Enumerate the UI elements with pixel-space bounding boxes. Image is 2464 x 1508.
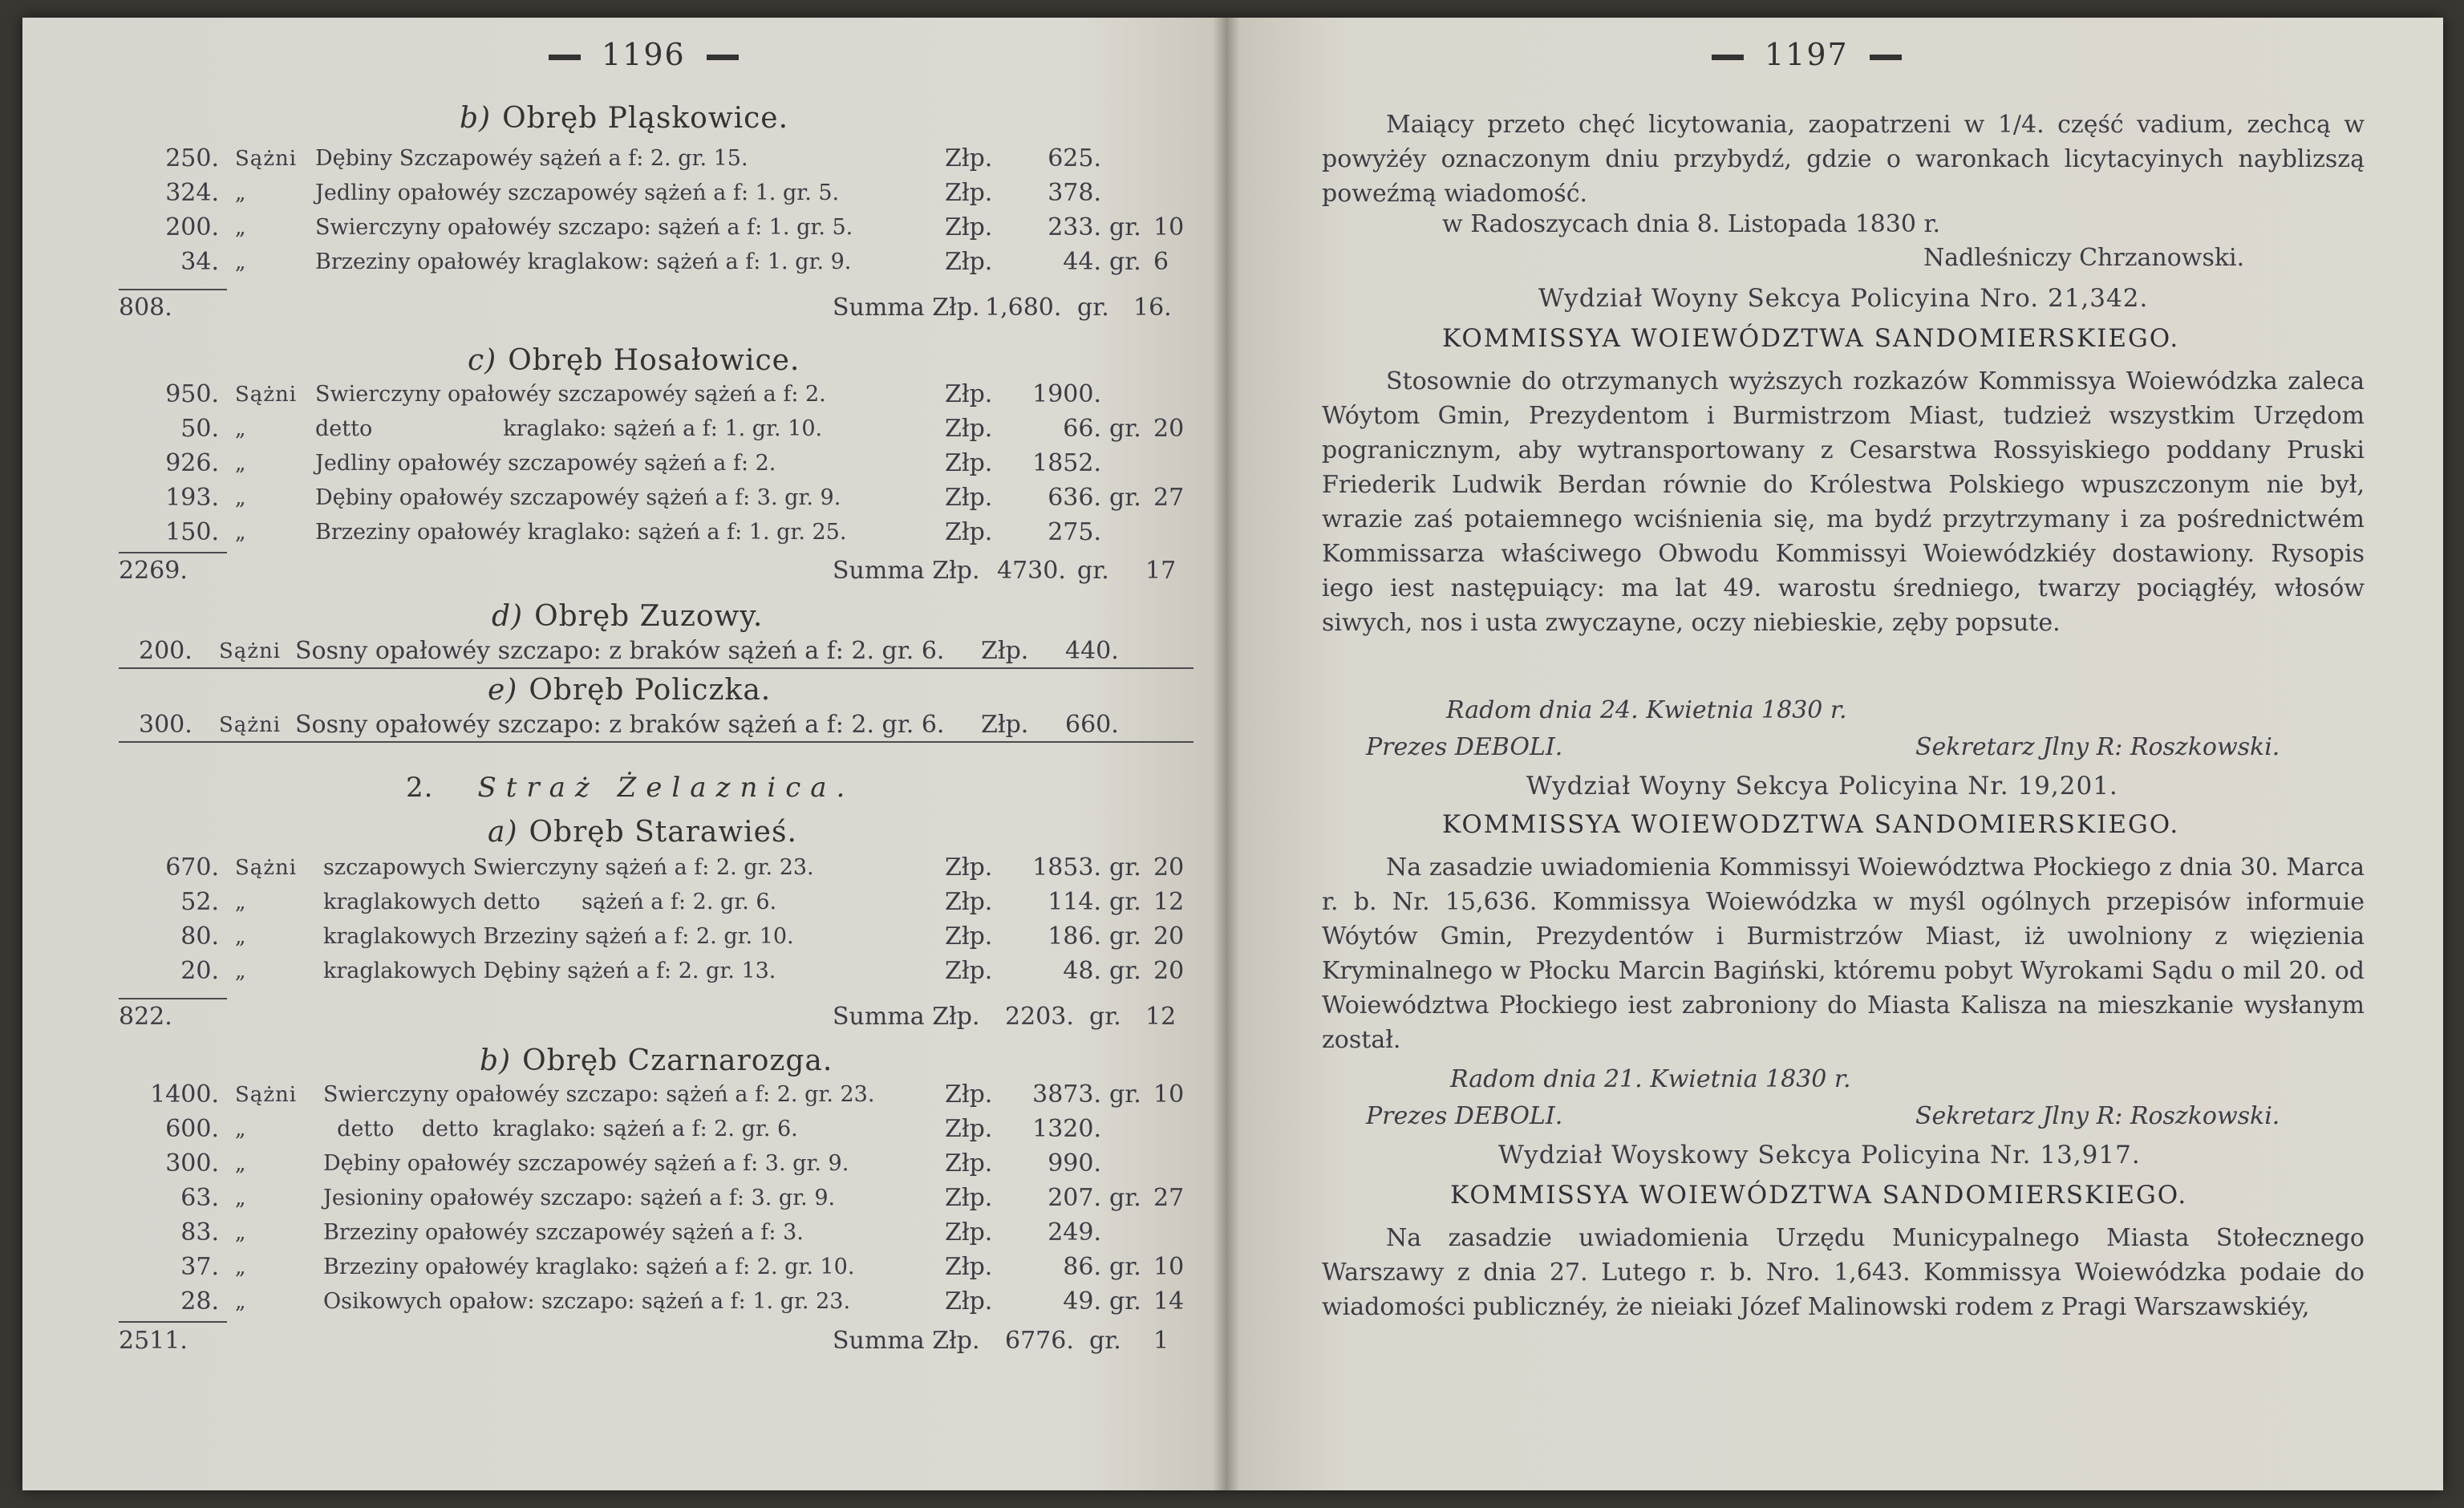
section-heading-d: d) Obręb Zuzowy.: [492, 600, 764, 633]
cell-amt: 625.: [1048, 144, 1101, 172]
sum-row-a2: 822. Summa Złp. 2203. gr. 12: [119, 1003, 1177, 1031]
cell-gr: gr.: [1109, 1287, 1141, 1315]
cell-grv: 10: [1153, 213, 1185, 241]
cell-gr: gr.: [1109, 248, 1141, 276]
cell-amt: 3873.: [1032, 1080, 1101, 1109]
cell-gr: gr.: [1109, 484, 1141, 512]
cell-desc: Swierczyny opałowéy szczapo: sążeń a f: 1. gr. 5.: [315, 215, 853, 240]
cell-unit: „: [235, 1255, 247, 1279]
cell-amt: 48.: [1063, 957, 1101, 985]
cell-grv: 6: [1153, 248, 1169, 276]
table-row: [22, 1184, 1226, 1214]
notice1-heading: KOMMISSYA WOIEWÓDZTWA SANDOMIERSKIEGO.: [1442, 324, 2180, 353]
cell-desc: Jesioniny opałowéy szczapo: sążeń a f: 3. gr. 9.: [323, 1186, 836, 1210]
intro-date: w Radoszycach dnia 8. Listopada 1830 r.: [1442, 210, 1941, 238]
rule: [119, 998, 227, 999]
cell-zlp: Złp.: [945, 1115, 993, 1143]
cell-gr: gr.: [1109, 957, 1141, 985]
page-number-left: 1196: [528, 37, 760, 72]
page-number-right: 1197: [1691, 37, 1923, 72]
cell-grv: 14: [1153, 1287, 1185, 1315]
cell-qty: 926.: [165, 449, 219, 477]
left-page: [22, 18, 1226, 1490]
intro-paragraph: Maiący przeto chęć licytowania, zaopatrzeni w 1/4. część vadium, zechcą w powyżéy oznaczonym dniu przybydź, gdzie o waronkach licytacyinych nayblizszą poweźmą wiadomość.: [1322, 111, 2365, 208]
cell-desc: Swierczyny opałowéy szczapowéy sążeń a f: 2.: [315, 382, 826, 407]
table-row: [22, 518, 1226, 549]
sum-row-c: 2269. Summa Złp. 4730. gr. 17: [119, 557, 1177, 585]
table-row: [22, 1253, 1226, 1283]
rule: [119, 289, 227, 290]
cell-qty: 1400.: [150, 1080, 219, 1109]
notice2-dept: Wydział Woyny Sekcya Policyina Nr. 19,201.: [1526, 772, 2118, 801]
cell-grv: 27: [1153, 484, 1185, 512]
cell-unit: „: [235, 959, 247, 983]
cell-desc: kraglakowych Dębiny sążeń a f: 2. gr. 13.: [323, 959, 776, 983]
table-row: [22, 1080, 1226, 1111]
cell-qty: 52.: [180, 888, 219, 916]
notice2-prezes: Prezes DEBOLI.: [1366, 1102, 1563, 1130]
table-row-d: 200. Sążni Sosny opałowéy szczapo: z braków sążeń a f: 2. gr. 6. Złp. 440.: [139, 637, 1119, 665]
cell-qty: 600.: [165, 1115, 219, 1143]
cell-amt: 114.: [1048, 888, 1101, 916]
cell-unit: „: [235, 250, 247, 274]
intro-signature: Nadleśniczy Chrzanowski.: [1923, 244, 2245, 272]
cell-grv: 20: [1153, 415, 1185, 443]
cell-gr: gr.: [1109, 415, 1141, 443]
section-heading-b2: b) Obręb Czarnarozga.: [480, 1044, 833, 1077]
rule: [119, 552, 227, 553]
cell-qty: 670.: [165, 853, 219, 882]
cell-qty: 37.: [180, 1253, 219, 1281]
table-row: [22, 888, 1226, 918]
sum-row-b2: 2511. Summa Złp. 6776. gr. 1: [119, 1327, 1169, 1355]
cell-desc: kraglakowych detto sążeń a f: 2. gr. 6.: [323, 890, 777, 914]
cell-amt: 1320.: [1032, 1115, 1101, 1143]
table-row: [22, 248, 1226, 278]
straz-heading: 2. Straż Żelaznica.: [406, 772, 855, 804]
cell-desc: detto detto kraglako: sążeń a f: 2. gr. 6.: [323, 1117, 798, 1141]
table-row: [22, 1287, 1226, 1318]
notice2-sekretarz: Sekretarz Jlny R: Roszkowski.: [1915, 1102, 2280, 1130]
cell-qty: 20.: [180, 957, 219, 985]
rule: [119, 741, 1194, 743]
cell-unit: „: [235, 925, 247, 949]
rule: [119, 667, 1194, 669]
cell-desc: Brzeziny opałowéy kraglako: sążeń a f: 2. gr. 10.: [323, 1255, 855, 1279]
cell-desc: Jedliny opałowéy szczapowéy sążeń a f: 1. gr. 5.: [315, 180, 840, 205]
book-spread: [22, 18, 2443, 1490]
cell-unit: „: [235, 1117, 247, 1141]
notice3-dept: Wydział Woyskowy Sekcya Policyina Nr. 13,917.: [1498, 1141, 2141, 1170]
cell-amt: 1900.: [1032, 380, 1101, 408]
section-heading-a2: a) Obręb Starawieś.: [488, 816, 797, 849]
cell-unit: „: [235, 181, 247, 205]
cell-qty: 200.: [165, 213, 219, 241]
cell-desc: Dębiny opałowéy szczapowéy sążeń a f: 3. gr. 9.: [323, 1151, 849, 1176]
cell-amt: 249.: [1048, 1218, 1101, 1247]
cell-zlp: Złp.: [945, 380, 993, 408]
right-page: [1226, 18, 2443, 1490]
sum-row-b: 808. Summa Złp. 1,680. gr. 16.: [119, 294, 1172, 322]
cell-amt: 636.: [1048, 484, 1101, 512]
cell-desc: Jedliny opałowéy szczapowéy sążeń a f: 2.: [315, 451, 776, 476]
notice2-body: Na zasadzie uwiadomienia Kommissyi Woiewództwa Płockiego z dnia 30. Marca r. b. Nr. 15,636. Kommissya Woiewódzka w myśl ogólnych przepisów informuie Wóytów Gmin, Prezydentów i Burmistrzów Miast, iż uwolniony z więzienia Kryminalnego w Płocku Marcin Bagiński, któremu pobyt Wyrokami Sądu o mil 20. od Woiewództwa Płockiego iest zabroniony do Miasta Kalisza na mieszkanie wysłanym został.: [1322, 853, 2365, 1054]
cell-qty: 150.: [165, 518, 219, 546]
cell-grv: 27: [1153, 1184, 1185, 1212]
cell-amt: 1853.: [1032, 853, 1101, 882]
cell-desc: Brzeziny opałowéy szczapowéy sążeń a f: 3.: [323, 1220, 804, 1245]
cell-amt: 66.: [1063, 415, 1101, 443]
cell-zlp: Złp.: [945, 213, 993, 241]
cell-unit: Sążni: [235, 147, 298, 171]
cell-grv: 20: [1153, 853, 1185, 882]
cell-zlp: Złp.: [945, 415, 993, 443]
cell-desc: Brzeziny opałowéy kraglako: sążeń a f: 1. gr. 25.: [315, 520, 847, 545]
cell-grv: 12: [1153, 888, 1185, 916]
cell-qty: 950.: [165, 380, 219, 408]
cell-qty: 28.: [180, 1287, 219, 1315]
book-gutter: [1213, 18, 1240, 1490]
cell-amt: 207.: [1048, 1184, 1101, 1212]
cell-unit: Sążni: [235, 1083, 298, 1107]
cell-amt: 275.: [1048, 518, 1101, 546]
cell-qty: 34.: [180, 248, 219, 276]
notice1-sekretarz: Sekretarz Jlny R: Roszkowski.: [1915, 733, 2280, 761]
cell-unit: „: [235, 1290, 247, 1314]
cell-zlp: Złp.: [945, 853, 993, 882]
cell-desc: Osikowych opałow: szczapo: sążeń a f: 1. gr. 23.: [323, 1289, 851, 1314]
cell-qty: 324.: [165, 179, 219, 207]
table-row: [22, 1149, 1226, 1180]
table-row: [22, 415, 1226, 445]
cell-zlp: Złp.: [945, 179, 993, 207]
cell-qty: 80.: [180, 922, 219, 951]
cell-unit: „: [235, 1221, 247, 1245]
cell-grv: 10: [1153, 1253, 1185, 1281]
cell-grv: 20: [1153, 957, 1185, 985]
notice2-heading: KOMMISSYA WOIEWODZTWA SANDOMIERSKIEGO.: [1442, 810, 2180, 839]
cell-zlp: Złp.: [945, 248, 993, 276]
cell-qty: 50.: [180, 415, 219, 443]
cell-zlp: Złp.: [945, 1080, 993, 1109]
cell-desc: kraglakowych Brzeziny sążeń a f: 2. gr. 10.: [323, 924, 794, 949]
cell-qty: 83.: [180, 1218, 219, 1247]
table-row-e: 300. Sążni Sosny opałowéy szczapo: z braków sążeń a f: 2. gr. 6. Złp. 660.: [139, 711, 1119, 739]
cell-gr: gr.: [1109, 213, 1141, 241]
cell-desc: Dębiny opałowéy szczapowéy sążeń a f: 3. gr. 9.: [315, 485, 841, 510]
cell-unit: „: [235, 216, 247, 240]
cell-zlp: Złp.: [945, 518, 993, 546]
section-heading-b: b) Obręb Pląskowice.: [460, 102, 789, 135]
cell-unit: Sążni: [235, 856, 298, 880]
table-row: [22, 1115, 1226, 1145]
cell-amt: 1852.: [1032, 449, 1101, 477]
notice3-heading: KOMMISSYA WOIEWÓDZTWA SANDOMIERSKIEGO.: [1450, 1181, 2188, 1210]
notice1-dept: Wydział Woyny Sekcya Policyina Nro. 21,342.: [1538, 284, 2149, 313]
cell-qty: 300.: [165, 1149, 219, 1178]
cell-unit: „: [235, 486, 247, 510]
notice1-prezes: Prezes DEBOLI.: [1366, 733, 1563, 761]
cell-zlp: Złp.: [945, 888, 993, 916]
notice3-body: Na zasadzie uwiadomienia Urzędu Municypalnego Miasta Stołecznego Warszawy z dnia 27. Lutego r. b. Nro. 1,643. Kommissya Woiewódzka podaie do wiadomości publicznéy, że nieiaki Józef Malinowski rodem z Pragi Warszawskiéy,: [1322, 1224, 2365, 1321]
cell-amt: 233.: [1048, 213, 1101, 241]
cell-zlp: Złp.: [945, 1149, 993, 1178]
cell-gr: gr.: [1109, 1253, 1141, 1281]
cell-unit: „: [235, 452, 247, 476]
cell-grv: 10: [1153, 1080, 1185, 1109]
cell-desc: Dębiny Szczapowéy sążeń a f: 2. gr. 15.: [315, 146, 748, 171]
table-row: [22, 1218, 1226, 1249]
table-row: [22, 179, 1226, 209]
cell-grv: 20: [1153, 922, 1185, 951]
cell-amt: 378.: [1048, 179, 1101, 207]
cell-zlp: Złp.: [945, 484, 993, 512]
cell-gr: gr.: [1109, 922, 1141, 951]
cell-unit: Sążni: [235, 383, 298, 407]
cell-amt: 44.: [1063, 248, 1101, 276]
section-heading-c: c) Obręb Hosałowice.: [468, 344, 800, 377]
cell-zlp: Złp.: [945, 449, 993, 477]
cell-zlp: Złp.: [945, 1184, 993, 1212]
table-row: [22, 853, 1226, 884]
cell-unit: „: [235, 417, 247, 441]
cell-unit: „: [235, 1152, 247, 1176]
cell-zlp: Złp.: [945, 1287, 993, 1315]
table-row: [22, 922, 1226, 953]
cell-desc: szczapowych Swierczyny sążeń a f: 2. gr. 23.: [323, 855, 814, 880]
cell-zlp: Złp.: [945, 922, 993, 951]
table-row: [22, 380, 1226, 411]
cell-amt: 186.: [1048, 922, 1101, 951]
cell-desc: detto kraglako: sążeń a f: 1. gr. 10.: [315, 416, 823, 441]
cell-zlp: Złp.: [945, 1253, 993, 1281]
cell-zlp: Złp.: [945, 144, 993, 172]
section-heading-e: e) Obręb Policzka.: [488, 674, 772, 707]
table-row: [22, 484, 1226, 514]
cell-unit: „: [235, 890, 247, 914]
cell-qty: 193.: [165, 484, 219, 512]
table-row: [22, 449, 1226, 480]
notice2-date: Radom dnia 21. Kwietnia 1830 r.: [1450, 1065, 1851, 1093]
cell-gr: gr.: [1109, 853, 1141, 882]
cell-zlp: Złp.: [945, 1218, 993, 1247]
table-row: [22, 213, 1226, 244]
cell-gr: gr.: [1109, 888, 1141, 916]
cell-amt: 990.: [1048, 1149, 1101, 1178]
table-row: [22, 144, 1226, 175]
rule: [119, 1321, 227, 1323]
cell-desc: Brzeziny opałowéy kraglakow: sążeń a f: 1. gr. 9.: [315, 249, 852, 274]
table-row: [22, 957, 1226, 987]
cell-qty: 63.: [180, 1184, 219, 1212]
cell-unit: „: [235, 1186, 247, 1210]
cell-amt: 49.: [1063, 1287, 1101, 1315]
cell-gr: gr.: [1109, 1184, 1141, 1212]
notice1-body: Stosownie do otrzymanych wyższych rozkazów Kommissya Woiewódzka zaleca Wóytom Gmin, Prezydentom i Burmistrzom Miast, tudzież wszystkim Urzędom pogranicznym, aby wytransportowany z Cesarstwa Rossyiskiego poddany Pruski Friederik Ludwik Berdan równie do Królestwa Polskiego wpuszczonym nie był, wrazie zaś potaiemnego wciśnienia się, ma bydź przytrzymany i za pośrednictwém Kommissarza właściwego Obwodu Kommissyi Woiewódzkiéy dostawiony. Rysopis iego iest następuiący: ma lat 49. warostu średniego, twarzy pociągłéy, włosów siwych, nos i usta zwyczayne, oczy niebieskie, zęby popsute.: [1322, 367, 2365, 637]
cell-zlp: Złp.: [945, 957, 993, 985]
cell-desc: Swierczyny opałowéy szczapo: sążeń a f: 2. gr. 23.: [323, 1082, 875, 1107]
cell-unit: „: [235, 521, 247, 545]
cell-amt: 86.: [1063, 1253, 1101, 1281]
cell-qty: 250.: [165, 144, 219, 172]
notice1-date: Radom dnia 24. Kwietnia 1830 r.: [1446, 696, 1847, 724]
cell-gr: gr.: [1109, 1080, 1141, 1109]
